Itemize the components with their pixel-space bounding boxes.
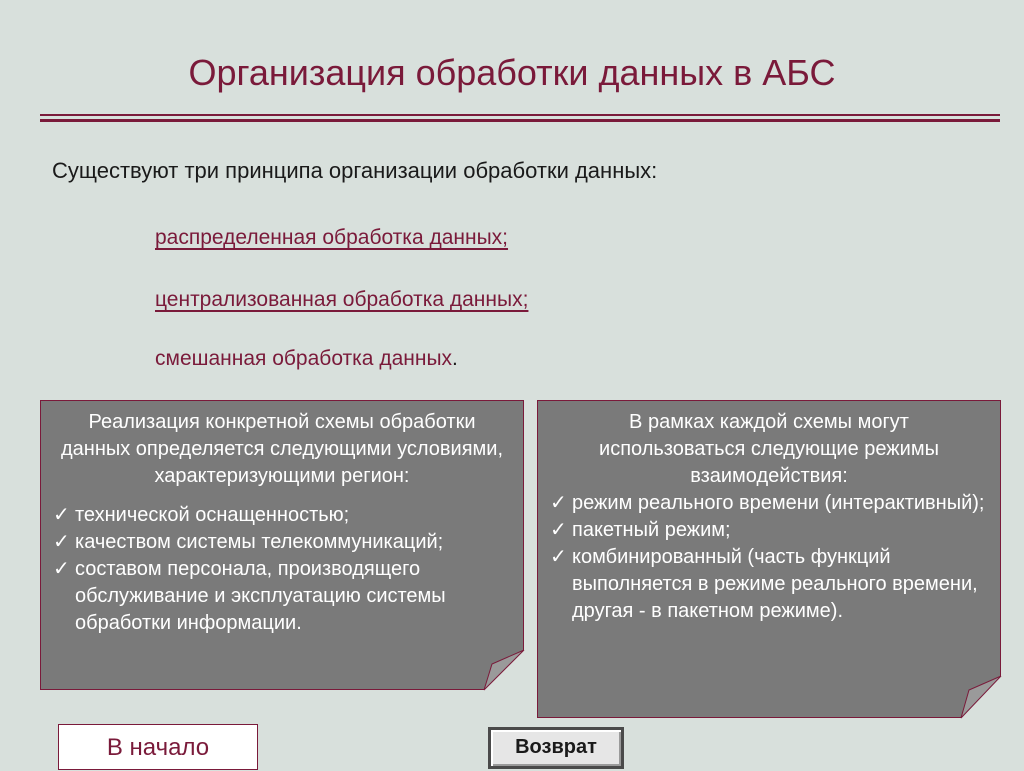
check-icon: ✓ [550, 519, 567, 541]
back-button[interactable]: Возврат [488, 727, 624, 769]
page-curl-icon [955, 676, 1003, 720]
check-icon: ✓ [550, 546, 567, 568]
mode-text: пакетный режим; [572, 519, 731, 541]
principle-distributed-link[interactable]: распределенная обработка данных; [155, 226, 509, 249]
check-icon: ✓ [53, 531, 70, 553]
conditions-box [40, 400, 524, 690]
list-item [53, 502, 511, 529]
conditions-heading: Реализация конкретной схемы обработки данных определяется следующими условиями, характеризующими регион: [60, 411, 503, 487]
principle-centralized-link[interactable]: централизованная обработка данных; [155, 288, 529, 311]
start-button[interactable]: В начало [58, 724, 258, 770]
list-item [53, 556, 511, 637]
principle-mixed-period: . [452, 347, 458, 370]
principle-mixed [155, 347, 458, 371]
list-item [53, 529, 511, 556]
check-icon: ✓ [550, 492, 567, 514]
modes-heading: В рамках каждой схемы могут использоваться следующие режимы взаимодействия: [599, 411, 939, 487]
title-divider [40, 114, 1000, 122]
check-icon: ✓ [53, 558, 70, 580]
mode-text: комбинированный (часть функций выполняется в режиме реального времени, другая - в пакетном режиме). [572, 546, 978, 622]
list-item [550, 517, 988, 544]
check-icon: ✓ [53, 504, 70, 526]
condition-text: качеством системы телекоммуникаций; [75, 531, 444, 553]
condition-text: технической оснащенностью; [75, 504, 350, 526]
intro-text: Существуют три принципа организации обработки данных: [52, 158, 658, 183]
modes-box [537, 400, 1001, 718]
conditions-list [53, 502, 511, 637]
page-curl-icon [478, 650, 526, 692]
list-item [550, 544, 988, 625]
mode-text: режим реального времени (интерактивный); [572, 492, 985, 514]
principle-mixed-label: смешанная обработка данных [155, 347, 453, 370]
list-item [550, 490, 988, 517]
slide-title: Организация обработки данных в АБС [188, 52, 836, 93]
modes-list [550, 490, 988, 625]
condition-text: составом персонала, производящего обслуживание и эксплуатацию системы обработки информации. [75, 558, 446, 634]
